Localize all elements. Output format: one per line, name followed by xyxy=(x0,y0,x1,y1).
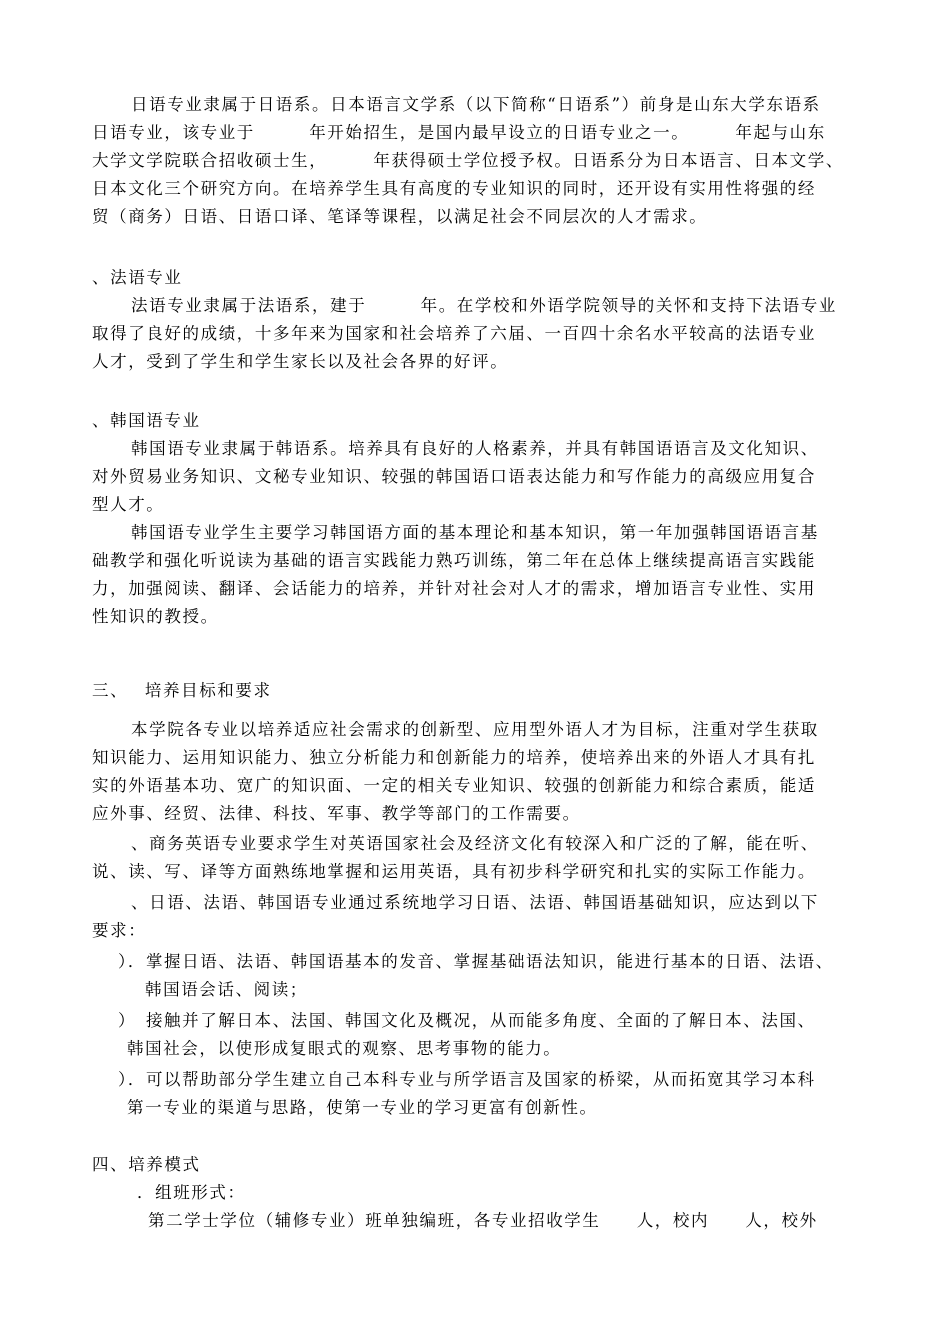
paragraph-goals-line: 知识能力、运用知识能力、独立分析能力和创新能力的培养，使培养出来的外语人才具有扎 xyxy=(92,748,816,767)
paragraph-korean-line: 性知识的教授。 xyxy=(92,607,219,626)
paragraph-japanese-line: 日语专业，该专业于 年开始招生，是国内最早设立的日语专业之一。 年起与山东 xyxy=(92,123,826,142)
paragraph-korean-line: 韩国语专业学生主要学习韩国语方面的基本理论和基本知识，第一年加强韩国语语言基 xyxy=(131,523,819,542)
section-heading-mode: 四、培养模式 xyxy=(92,1155,201,1174)
paragraph-goals-line: 说、读、写、译等方面熟练地掌握和运用英语，具有初步科学研究和扎实的实际工作能力。 xyxy=(92,862,816,881)
paragraph-class-form-line: 第二学士学位（辅修专业）班单独编班，各专业招收学生 人，校内 人，校外 xyxy=(148,1211,818,1230)
paragraph-korean-line: 对外贸易业务知识、文秘专业知识、较强的韩国语口语表达能力和写作能力的高级应用复合 xyxy=(92,467,816,486)
paragraph-goals-line: 要求： xyxy=(92,921,147,940)
paragraph-goals-line: 本学院各专业以培养适应社会需求的创新型、应用型外语人才为目标，注重对学生获取 xyxy=(131,720,819,739)
heading-korean: 、韩国语专业 xyxy=(92,411,201,430)
paragraph-french-line: 取得了良好的成绩，十多年来为国家和社会培养了六届、一百四十余名水平较高的法语专业 xyxy=(92,324,816,343)
requirement-item-line: 韩国社会，以使形成复眼式的观察、思考事物的能力。 xyxy=(127,1039,562,1058)
requirement-item-line: ） 接触并了解日本、法国、韩国文化及概况，从而能多角度、全面的了解日本、法国、 xyxy=(118,1011,816,1030)
paragraph-korean-line: 础教学和强化听说读为基础的语言实践能力熟巧训练，第二年在总体上继续提高语言实践能 xyxy=(92,551,816,570)
paragraph-french-line: 人才，受到了学生和学生家长以及社会各界的好评。 xyxy=(92,352,509,371)
requirement-item-line: ）．可以帮助部分学生建立自己本科专业与所学语言及国家的桥梁，从而拓宽其学习本科 xyxy=(118,1070,816,1089)
requirement-item-line: 第一专业的渠道与思路，使第一专业的学习更富有创新性。 xyxy=(127,1098,598,1117)
paragraph-japanese-line: 大学文学院联合招收硕士生， 年获得硕士学位授予权。日语系分为日本语言、日本文学、 xyxy=(92,151,844,170)
paragraph-french-line: 法语专业隶属于法语系，建于 年。在学校和外语学院领导的关怀和支持下法语专业 xyxy=(131,296,837,315)
paragraph-japanese-line: 日本文化三个研究方向。在培养学生具有高度的专业知识的同时，还开设有实用性将强的经 xyxy=(92,179,816,198)
subheading-class-form: ．组班形式： xyxy=(137,1183,246,1202)
paragraph-goals-line: 、商务英语专业要求学生对英语国家社会及经济文化有较深入和广泛的了解，能在听、 xyxy=(131,834,819,853)
paragraph-goals-line: 实的外语基本功、宽广的知识面、一定的相关专业知识、较强的创新能力和综合素质，能适 xyxy=(92,776,816,795)
paragraph-goals-line: 、日语、法语、韩国语专业通过系统地学习日语、法语、韩国语基础知识，应达到以下 xyxy=(131,893,819,912)
section-heading-goals: 三、 培养目标和要求 xyxy=(92,681,272,700)
paragraph-japanese-line: 贸（商务）日语、日语口译、笔译等课程，以满足社会不同层次的人才需求。 xyxy=(92,207,708,226)
heading-french: 、法语专业 xyxy=(92,268,183,287)
paragraph-japanese-line: 日语专业隶属于日语系。日本语言文学系（以下简称“日语系”）前身是山东大学东语系 xyxy=(131,95,821,114)
paragraph-korean-line: 力，加强阅读、翻译、会话能力的培养，并针对社会对人才的需求，增加语言专业性、实用 xyxy=(92,579,816,598)
paragraph-goals-line: 应外事、经贸、法律、科技、军事、教学等部门的工作需要。 xyxy=(92,804,581,823)
requirement-item-line: ）．掌握日语、法语、韩国语基本的发音、掌握基础语法知识，能进行基本的日语、法语、 xyxy=(118,952,834,971)
requirement-item-line: 韩国语会话、阅读； xyxy=(145,980,308,999)
paragraph-korean-line: 韩国语专业隶属于韩语系。培养具有良好的人格素养，并具有韩国语语言及文化知识、 xyxy=(131,439,819,458)
paragraph-korean-line: 型人才。 xyxy=(92,495,165,514)
